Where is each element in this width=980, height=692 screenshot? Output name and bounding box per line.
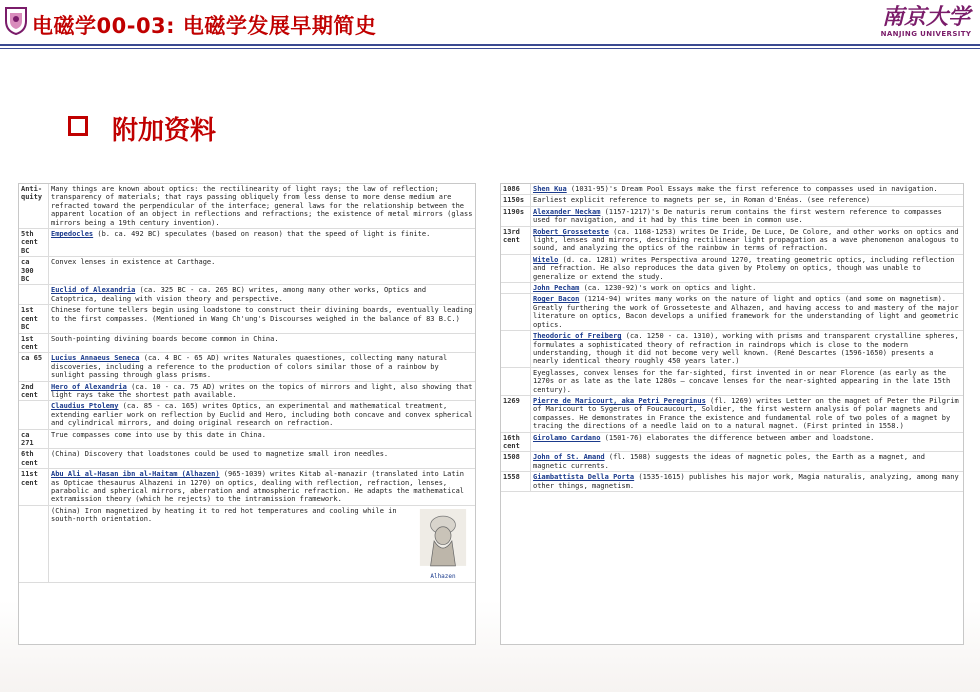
timeline-row bbox=[501, 195, 963, 206]
timeline-era bbox=[19, 285, 49, 305]
timeline-panel-right bbox=[500, 183, 964, 645]
entry-text: (China) Iron magnetized by heating it to red hot temperatures and cooling while in south-north orientation. bbox=[51, 506, 397, 524]
timeline-row bbox=[19, 333, 475, 353]
timeline-row bbox=[19, 184, 475, 229]
timeline-era: 11st cent bbox=[19, 469, 49, 506]
person-name-link[interactable]: Empedocles bbox=[51, 230, 94, 239]
portrait-image bbox=[417, 509, 469, 573]
entry-text: (fl. 1269) writes Letter on the magnet of Peter the Pilgrim of Maricourt to Sygerus of Foucaucourt, Soldier, the first western analysis of polar magnets and compasses. He demonstrates in France the existence and fundamental role of two poles of a magnet by tracing the directions of a needle laid on to a natural magnet. (First printed in 1558.) bbox=[533, 396, 959, 431]
portrait-caption: Alhazen bbox=[430, 573, 456, 581]
timeline-row bbox=[19, 429, 475, 449]
person-name-link[interactable]: Robert Grosseteste bbox=[533, 227, 609, 236]
timeline-entry bbox=[49, 381, 476, 401]
timeline-row bbox=[501, 472, 963, 492]
timeline-entry bbox=[49, 257, 476, 285]
person-name-link[interactable]: Euclid of Alexandria bbox=[51, 286, 136, 295]
timeline-row bbox=[19, 353, 475, 381]
entry-text: (ca. 1230-92)'s work on optics and light. bbox=[579, 284, 757, 293]
timeline-row bbox=[501, 206, 963, 226]
timeline-entry bbox=[49, 429, 476, 449]
timeline-entry bbox=[531, 184, 964, 195]
slide-title: 电磁学00-03: 电磁学发展早期简史 bbox=[32, 14, 377, 38]
entry-text: (b. ca. 492 BC) speculates (based on reason) that the speed of light is finite. bbox=[93, 230, 431, 239]
timeline-entry bbox=[531, 206, 964, 226]
timeline-entry bbox=[531, 452, 964, 472]
timeline-row bbox=[19, 449, 475, 469]
timeline-row bbox=[19, 469, 475, 506]
timeline-row bbox=[501, 283, 963, 294]
person-name-link[interactable]: Roger Bacon bbox=[533, 295, 580, 304]
checkbox-square-icon bbox=[68, 116, 88, 136]
entry-text: Chinese fortune tellers begin using loadstone to construct their divining boards, eventually leading to the first compasses. (Mentioned in Wang Ch'ung's Discourses weighed in the balance of 83 B.C.) bbox=[51, 306, 473, 323]
timeline-entry bbox=[531, 395, 964, 432]
entry-text: (ca. 1168-1253) writes De Iride, De Luce, De Colore, and other works on optics and light, lenses and mirrors, describing rectilinear light propagation as a wave phenomenon analogous to sound, and analyzing the optics of the rainbow in terms of refraction. bbox=[533, 227, 959, 253]
entry-text: (1501-76) elaborates the difference between amber and loadstone. bbox=[600, 433, 875, 442]
entry-text: (1157-1217)'s De naturis rerum contains the first western reference to compasses used for navigation, and it had by this time been in common use. bbox=[533, 207, 942, 225]
timeline-entry bbox=[531, 283, 964, 294]
timeline-panel-left bbox=[18, 183, 476, 645]
timeline-era bbox=[501, 283, 531, 294]
person-name-link[interactable]: Abu Ali al-Hasan ibn al-Haitam (Alhazen) bbox=[51, 470, 220, 479]
timeline-era: 1269 bbox=[501, 395, 531, 432]
timeline-entry bbox=[531, 195, 964, 206]
person-name-link[interactable]: Witelo bbox=[533, 255, 559, 264]
entry-text: (ca. 4 BC - 65 AD) writes Naturales quaestiones, collecting many natural discoveries, including a reference to the production of colors similar those of a rainbow by sunlight passing through glass prisms. bbox=[51, 354, 448, 380]
university-name-en: NANJING UNIVERSITY bbox=[880, 30, 972, 38]
person-name-link[interactable]: Claudius Ptolemy bbox=[51, 402, 119, 411]
timeline-era bbox=[501, 294, 531, 331]
timeline-era bbox=[501, 367, 531, 395]
person-name-link[interactable]: John of St. Amand bbox=[533, 453, 605, 462]
entry-text: (ca. 325 BC - ca. 265 BC) writes, among many other works, Optics and Catoptrica, dealing with vision theory and perspective. bbox=[51, 286, 427, 303]
timeline-era: 1190s bbox=[501, 206, 531, 226]
entry-text: (fl. 1508) suggests the ideas of magnetic poles, the Earth as a magnet, and magnetic currents. bbox=[533, 453, 925, 470]
person-name-link[interactable]: Giambattista Della Porta bbox=[533, 473, 635, 482]
timeline-era bbox=[501, 254, 531, 282]
timeline-era: ca 65 bbox=[19, 353, 49, 381]
timeline-era: 16th cent bbox=[501, 432, 531, 452]
alhazen-portrait bbox=[417, 509, 469, 581]
timeline-entry bbox=[49, 305, 476, 333]
timeline-row bbox=[19, 505, 475, 582]
person-name-link[interactable]: Hero of Alexandria bbox=[51, 382, 127, 391]
timeline-era: 6th cent bbox=[19, 449, 49, 469]
timeline-era bbox=[19, 401, 49, 429]
timeline-row bbox=[501, 184, 963, 195]
entry-text: Many things are known about optics: the rectilinearity of light rays; the law of reflection; transparency of materials; that rays passing obliquely from less dense to more dense medium are refracted toward the perpendicular of the interface; general laws for the relationship between the apparent location of an object in reflections and refractions; the existence of metal mirrors (glass mirrors being a 19th century invention). bbox=[51, 185, 473, 227]
header-rule bbox=[0, 44, 980, 46]
timeline-row bbox=[501, 294, 963, 331]
timeline-era: 2nd cent bbox=[19, 381, 49, 401]
timeline-row bbox=[501, 226, 963, 254]
entry-text: (ca. 10 - ca. 75 AD) writes on the topics of mirrors and light, also showing that light rays take the shortest path available. bbox=[51, 382, 473, 399]
timeline-row bbox=[501, 432, 963, 452]
timeline-era bbox=[501, 331, 531, 368]
timeline-entry bbox=[49, 229, 476, 257]
entry-text: (China) Discovery that loadstones could be used to magnetize small iron needles. bbox=[51, 450, 389, 459]
timeline-row bbox=[501, 452, 963, 472]
timeline-entry bbox=[531, 432, 964, 452]
slide-header bbox=[0, 0, 980, 44]
entry-text: (1214-94) writes many works on the nature of light and optics (and some on magnetism). Greatly furthering the work of Grosseteste and Alhazen, and having access to and mastery of the major literature on optics, Bacon develops a unified framework for the understanding of light and geometric optics. bbox=[533, 295, 959, 329]
entry-text: True compasses come into use by this date in China. bbox=[51, 430, 266, 439]
person-name-link[interactable]: Lucius Annaeus Seneca bbox=[51, 354, 140, 363]
timeline-era: 13rd cent bbox=[501, 226, 531, 254]
timeline-era: ca 300 BC bbox=[19, 257, 49, 285]
timeline-era: 1508 bbox=[501, 452, 531, 472]
entry-text: Eyeglasses, convex lenses for the far-sighted, first invented in or near Florence (as early as the 1270s or as late as the late 1280s — concave lenses for the near-sighted appearing in the late 15th century). bbox=[533, 368, 951, 394]
entry-text: South-pointing divining boards become common in China. bbox=[51, 334, 279, 343]
timeline-table-right bbox=[501, 184, 963, 492]
entry-text: (1535-1615) publishes his major work, Magia naturalis, analyzing, among many other things, magnetism. bbox=[533, 473, 959, 490]
person-name-link[interactable]: Alexander Neckam bbox=[533, 207, 601, 216]
timeline-era: Anti-quity bbox=[19, 184, 49, 229]
timeline-era: 1st cent bbox=[19, 333, 49, 353]
timeline-entry bbox=[531, 294, 964, 331]
timeline-row bbox=[19, 305, 475, 333]
timeline-entry bbox=[49, 285, 476, 305]
timeline-entry bbox=[49, 353, 476, 381]
person-name-link[interactable]: Girolamo Cardano bbox=[533, 433, 601, 442]
timeline-era: ca 271 bbox=[19, 429, 49, 449]
timeline-era: 1558 bbox=[501, 472, 531, 492]
timeline-entry bbox=[49, 469, 476, 506]
university-logo bbox=[880, 4, 972, 44]
section-title: 附加资料 bbox=[112, 116, 217, 146]
timeline-era: 1086 bbox=[501, 184, 531, 195]
timeline-row bbox=[19, 285, 475, 305]
person-name-link[interactable]: John Pecham bbox=[533, 284, 580, 293]
entry-text: Convex lenses in existence at Carthage. bbox=[51, 258, 216, 267]
person-name-link[interactable]: Pierre de Maricourt, aka Petri Peregrinus bbox=[533, 396, 706, 405]
timeline-entry bbox=[531, 226, 964, 254]
entry-text: (d. ca. 1281) writes Perspectiva around 1270, treating geometric optics, including reflection and refraction. He also reproduces the data given by Ptolemy on optics, though was unable to generalize or extend the study. bbox=[533, 255, 955, 281]
timeline-row bbox=[501, 367, 963, 395]
school-shield-icon bbox=[4, 5, 28, 35]
timeline-entry bbox=[531, 367, 964, 395]
timeline-entry bbox=[49, 449, 476, 469]
timeline-table-left bbox=[19, 184, 475, 583]
timeline-entry bbox=[49, 505, 476, 582]
entry-text: (1031-95)'s Dream Pool Essays make the first reference to compasses used in navigation. bbox=[566, 185, 938, 193]
timeline-row bbox=[501, 395, 963, 432]
timeline-era: 1150s bbox=[501, 195, 531, 206]
timeline-entry bbox=[531, 472, 964, 492]
timeline-row bbox=[19, 229, 475, 257]
header-rule-thin bbox=[0, 48, 980, 49]
timeline-era: 1st cent BC bbox=[19, 305, 49, 333]
timeline-entry bbox=[49, 333, 476, 353]
timeline-era: 5th cent BC bbox=[19, 229, 49, 257]
timeline-entry bbox=[49, 401, 476, 429]
person-name-link[interactable]: Theodoric of Freiberg bbox=[533, 332, 622, 341]
timeline-row bbox=[501, 331, 963, 368]
timeline-entry bbox=[531, 331, 964, 368]
timeline-era bbox=[19, 505, 49, 582]
person-name-link[interactable]: Shen Kua bbox=[533, 185, 567, 193]
entry-text: (ca. 85 - ca. 165) writes Optics, an experimental and mathematical treatment, extending earlier work on reflection by Euclid and Hero, including both concave and convex spherical and cylindrical mirrors, and doing original research on refraction. bbox=[51, 402, 473, 428]
entry-text: (ca. 1250 - ca. 1310), working with prisms and transparent crystalline spheres, formulates a sophisticated theory of refraction in raindrops which is close to the modern understanding, though it did not become very well known. (René Descartes (1596-1650) presents a nearly identical theory roughly 450 years later.) bbox=[533, 332, 959, 366]
timeline-entry bbox=[531, 254, 964, 282]
timeline-entry bbox=[49, 184, 476, 229]
timeline-row bbox=[501, 254, 963, 282]
timeline-row bbox=[19, 381, 475, 401]
entry-text: Earliest explicit reference to magnets per se, in Roman d'Enéas. (see reference) bbox=[533, 196, 871, 205]
timeline-row bbox=[19, 401, 475, 429]
university-name-cn: 南京大学 bbox=[881, 4, 970, 30]
entry-text: (965-1039) writes Kitab al-manazir (translated into Latin as Opticae thesaurus Alhazeni in 1270) on optics, dealing with reflection, refraction, lenses, parabolic and spherical mirrors, aberration and atmospheric refraction. He adapts the mathematical extramission theory (which he rejects) to the intramission framework. bbox=[51, 470, 465, 504]
timeline-row bbox=[19, 257, 475, 285]
